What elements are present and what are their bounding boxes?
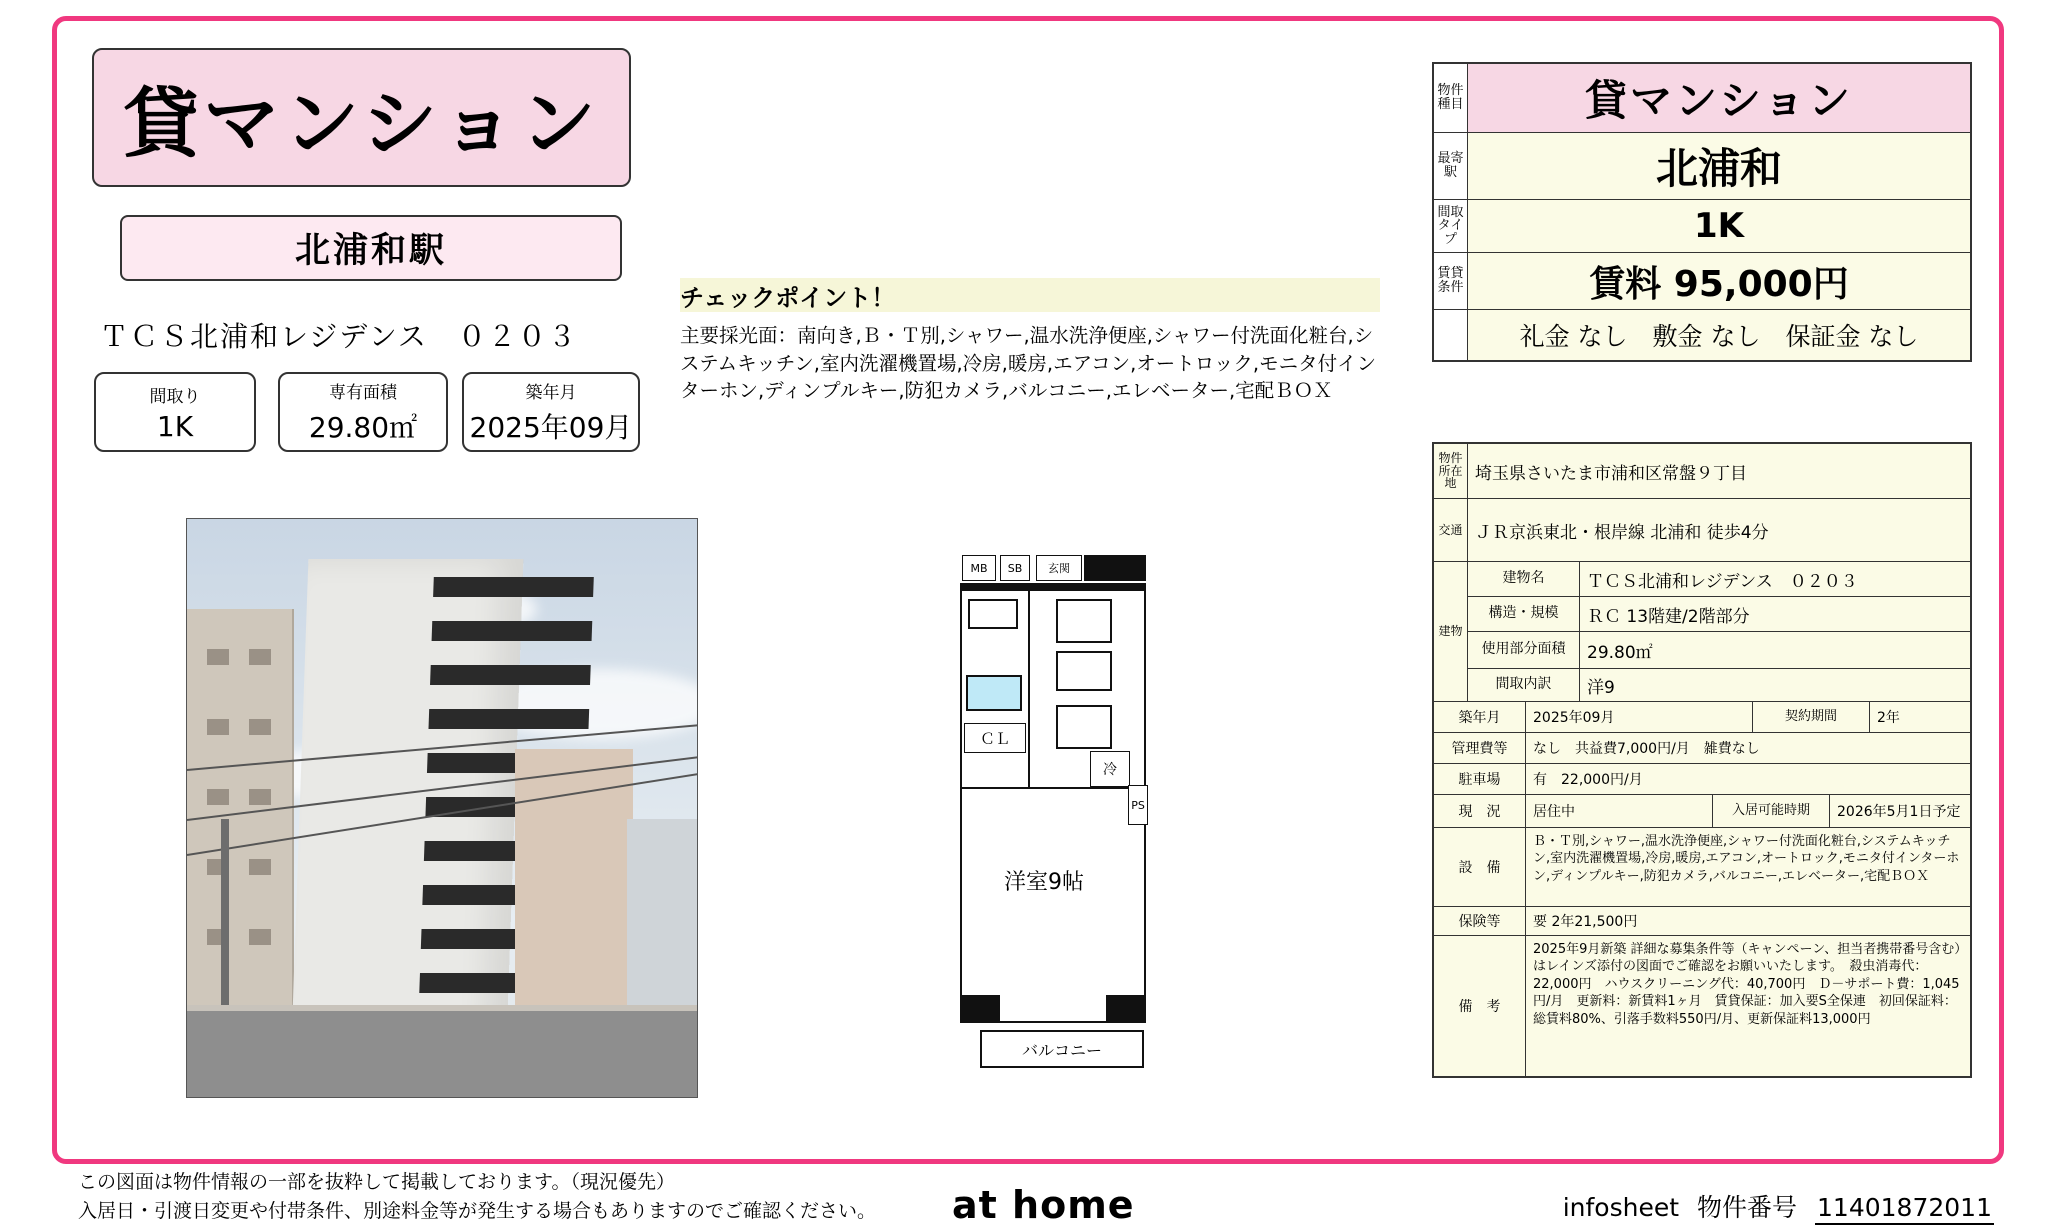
details-row-equipment (1434, 828, 1970, 907)
chip-area (278, 372, 448, 452)
athome-logo: at home (952, 1183, 1135, 1227)
details-value-remarks: 2025年9月新築 詳細な募集条件等（キャンペーン、担当者携帯番号含む）はレインズ添付の図面でご確認をお願いいたします。 殺虫消毒代：22,000円 ハウスクリーニング代：40,700円 Ｄ－サポート費：1,045円/月 更新料：新賃料1ヶ月 賃貸保証：加入要S全保連 初回保証料：総賃料80%、引落手数料550円/月、更新保証料13,000円 (1533, 942, 1961, 1027)
details-key-year: 築年月 (1434, 702, 1526, 732)
details-value-access: ＪＲ京浜東北・根岸線 北浦和 徒歩4分 (1475, 522, 1769, 543)
fp-sink (968, 599, 1018, 629)
details-value-status: 居住中 (1533, 804, 1575, 820)
station-title-text: 北浦和駅 (294, 231, 447, 271)
building-name-heading: ＴＣＳ北浦和レジデンス ０２０３ (100, 320, 578, 353)
summary-value-madori: 1K (1468, 200, 1970, 252)
building-key-layout: 間取内訳 (1468, 669, 1580, 701)
summary-value-rent: 賃料 95,000円 (1468, 253, 1970, 309)
property-type-text: 貸マンション (123, 79, 600, 168)
chip-build-year-value: 2025年09月 (469, 411, 633, 444)
details-row-status (1434, 795, 1970, 828)
building-key-area: 使用部分面積 (1468, 632, 1580, 668)
fp-balcony: バルコニー (980, 1030, 1144, 1068)
summary-key-conditions: 賃貸条件 (1434, 253, 1468, 309)
building-key-name: 建物名 (1468, 562, 1580, 596)
details-key-insurance: 保険等 (1434, 907, 1526, 935)
details-key-status: 現 況 (1434, 795, 1526, 827)
infosheet-label: infosheet (1562, 1193, 1680, 1222)
footer-note (78, 1168, 978, 1225)
chip-area-value: 29.80㎡ (308, 411, 418, 444)
summary-row-deposit (1434, 310, 1970, 360)
summary-row-type (1434, 64, 1970, 133)
fp-genkan-label: 玄関 (1036, 555, 1082, 581)
building-value-layout: 洋9 (1587, 677, 1615, 698)
details-value-insurance: 要 2年21,500円 (1533, 914, 1638, 930)
fp-room-label: 洋室9帖 (1004, 870, 1084, 895)
chip-build-year (462, 372, 640, 452)
details-value-contract: 2年 (1877, 710, 1900, 726)
checkpoint-title: チェックポイント！ (680, 278, 1380, 312)
chip-area-label: 専有面積 (329, 383, 397, 403)
fp-main-room (960, 787, 1146, 1023)
details-value-parking: 有 22,000円/月 (1533, 772, 1643, 788)
summary-key-madori: 間取タイプ (1434, 200, 1468, 252)
details-row-address (1434, 444, 1970, 499)
fp-washer (1056, 705, 1112, 749)
details-value-address: 埼玉県さいたま市浦和区常盤９丁目 (1475, 463, 1747, 484)
details-row-remarks (1434, 936, 1970, 1076)
building-value-name: ＴＣＳ北浦和レジデンス ０２０３ (1587, 571, 1858, 592)
details-key-building: 建物 (1434, 562, 1468, 701)
building-row-layout (1468, 669, 1970, 701)
property-type-title (92, 48, 631, 187)
property-no-label: 物件番号 (1697, 1193, 1798, 1222)
fp-wall (1106, 995, 1146, 1023)
details-key-equipment: 設 備 (1434, 828, 1526, 906)
details-row-parking (1434, 764, 1970, 795)
summary-row-rent (1434, 253, 1970, 310)
details-key-address: 物件所在地 (1434, 444, 1468, 498)
fp-toilet (1056, 599, 1112, 643)
summary-key-station: 最寄駅 (1434, 133, 1468, 199)
details-value-fee: なし 共益費7,000円/月 雑費なし (1533, 741, 1760, 757)
building-key-structure: 構造・規模 (1468, 597, 1580, 631)
building-row-area (1468, 632, 1970, 669)
chip-madori (94, 372, 256, 452)
chip-madori-value: 1K (156, 409, 194, 443)
details-key-access: 交通 (1434, 499, 1468, 561)
building-value-area: 29.80㎡ (1587, 642, 1653, 663)
fp-closet-label: ＣＬ (964, 723, 1026, 753)
details-row-fee (1434, 733, 1970, 764)
details-key-parking: 駐車場 (1434, 764, 1526, 794)
fp-wall (1084, 555, 1146, 581)
chip-madori-label: 間取り (149, 386, 201, 407)
infosheet-footer (1563, 1188, 1994, 1225)
fp-mb-label: MB (962, 555, 996, 581)
summary-table (1432, 62, 1972, 362)
details-table (1432, 442, 1972, 1078)
details-key-contract: 契約期間 (1752, 702, 1870, 732)
chip-build-year-label: 築年月 (525, 383, 577, 403)
summary-key-blank (1434, 310, 1468, 360)
fp-ps-label: PS (1128, 785, 1148, 825)
details-building-subtable (1468, 562, 1970, 701)
footer-note-line1: この図面は物件情報の一部を抜粋して掲載しております。（現況優先） (78, 1171, 675, 1193)
building-photo (186, 518, 698, 1098)
details-value-movein: 2026年5月1日予定 (1837, 804, 1961, 820)
fp-wall (960, 995, 1000, 1023)
photo-ground (187, 1011, 697, 1097)
summary-row-madori (1434, 200, 1970, 253)
building-row-structure (1468, 597, 1970, 632)
summary-value-type: 貸マンション (1468, 64, 1970, 132)
checkpoint-body: 主要採光面：南向き,Ｂ・Ｔ別,シャワー,温水洗浄便座,シャワー付洗面化粧台,システムキッチン,室内洗濯機置場,冷房,暖房,エアコン,オートロック,モニタ付インターホン,ディンプルキー,防犯カメラ,バルコニー,エレベーター,宅配ＢＯＸ (680, 324, 1377, 403)
fp-sb-label: SB (1000, 555, 1030, 581)
building-row-name (1468, 562, 1970, 597)
details-row-year-contract (1434, 702, 1970, 733)
details-row-access (1434, 499, 1970, 562)
floor-plan (960, 555, 1150, 1035)
details-row-building (1434, 562, 1970, 702)
summary-row-station (1434, 133, 1970, 200)
details-value-year: 2025年09月 (1533, 710, 1615, 726)
details-key-remarks: 備 考 (1434, 936, 1526, 1076)
details-key-movein: 入居可能時期 (1712, 795, 1830, 827)
summary-value-deposit: 礼金 なし 敷金 なし 保証金 なし (1468, 310, 1970, 360)
details-row-insurance (1434, 907, 1970, 936)
details-value-equipment: Ｂ・Ｔ別,シャワー,温水洗浄便座,シャワー付洗面化粧台,システムキッチン,室内洗濯機置場,冷房,暖房,エアコン,オートロック,モニタ付インターホン,ディンプルキー,防犯カメラ,バルコニー,エレベーター,宅配ＢＯＸ (1533, 834, 1960, 884)
fp-washstand (1056, 651, 1112, 691)
details-key-fee: 管理費等 (1434, 733, 1526, 763)
fp-fridge-label: 冷 (1090, 751, 1130, 787)
station-title (120, 215, 622, 281)
footer-note-line2: 入居日・引渡日変更や付帯条件、別途料金等が発生する場合もありますのでご確認ください。 (78, 1199, 877, 1222)
property-no-value: 11401872011 (1815, 1193, 1994, 1225)
building-value-structure: ＲＣ 13階建/2階部分 (1587, 606, 1750, 627)
summary-value-station: 北浦和 (1468, 133, 1970, 199)
fp-bath (966, 675, 1022, 711)
summary-key-type: 物件種目 (1434, 64, 1468, 132)
